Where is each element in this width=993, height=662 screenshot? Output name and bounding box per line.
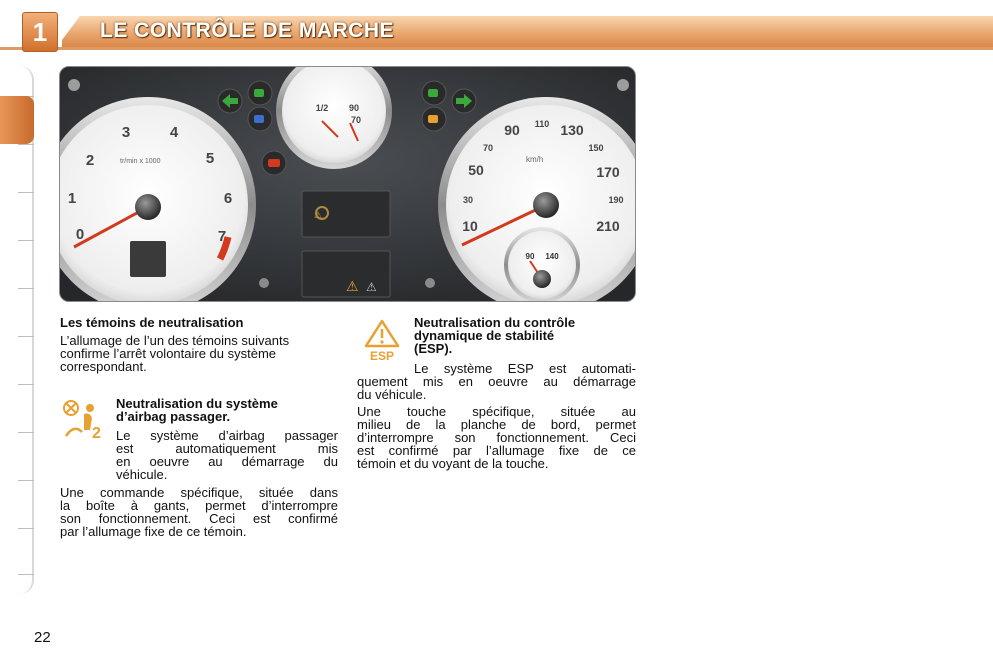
heading-line: d’airbag passager. [116, 409, 231, 424]
tacho-tick-label: 6 [223, 190, 233, 207]
esp-paragraph-full-2 [357, 405, 636, 470]
text-line: la boîte à gants, permet d’interrompre [60, 498, 338, 513]
svg-text:⚠: ⚠ [346, 278, 359, 294]
text-line: son fonctionnement. Ceci est confirmé [60, 511, 338, 526]
text-line: quement mis en oeuvre au démarrage [357, 374, 636, 389]
tacho-tick-label: 7 [217, 228, 227, 245]
esp-icon-label: ESP [369, 349, 395, 362]
tacho-tick-label: 1 [67, 190, 77, 207]
header-rule [0, 47, 993, 50]
fuel-tick-label: 1/2 [315, 103, 329, 113]
text-line: par l’allumage fixe de ce témoin. [60, 524, 247, 539]
chapter-slant [56, 16, 80, 48]
heading-line: Neutralisation du contrôle [414, 315, 576, 330]
page-title: LE CONTRÔLE DE MARCHE [100, 19, 394, 42]
text-line: Le système ESP est automati- [414, 361, 636, 376]
dashboard-illustration [59, 66, 636, 302]
heading-line: Neutralisation du système [116, 396, 278, 411]
esp-warning-icon [360, 318, 404, 362]
airbag-off-icon [60, 398, 106, 440]
tab-divider [18, 528, 34, 529]
text-line: L’allumage de l’un des témoins suivants [60, 333, 290, 348]
airbag-paragraph-full [60, 486, 338, 538]
speedo-unit: km/h [526, 155, 544, 164]
tab-divider [18, 384, 34, 385]
section-heading-esp [414, 316, 636, 355]
text-line: Le système d’airbag passager [116, 428, 338, 443]
speedo-tick-label: 70 [482, 143, 494, 153]
text-line: confirme l’arrêt volontaire du système [60, 346, 277, 361]
active-chapter-tab[interactable] [0, 96, 34, 144]
text-line: véhicule. [116, 467, 168, 482]
tab-divider [18, 432, 34, 433]
tacho-tick-label: 0 [75, 226, 85, 243]
text-line: du véhicule. [357, 387, 427, 402]
fuel-tick-label: 70 [350, 115, 362, 125]
tab-divider [18, 144, 34, 145]
tab-divider [18, 192, 34, 193]
text-line: est confirmé par l’allumage fixe de ce [357, 443, 636, 458]
tacho-unit: tr/min x 1000 [120, 158, 161, 165]
chapter-tab-strip [14, 66, 34, 594]
text-line: Une commande spécifique, située dans [60, 485, 338, 500]
page-number: 22 [34, 629, 51, 646]
heading-line: (ESP). [414, 341, 453, 356]
airbag-paragraph-side [116, 429, 338, 481]
tacho-tick-label: 3 [121, 124, 131, 141]
text-line: en oeuvre au démarrage du [116, 454, 338, 469]
speedo-tick-label: 170 [596, 164, 620, 180]
chapter-number: 1 [32, 16, 48, 47]
chapter-tab[interactable] [22, 12, 58, 52]
tab-divider [18, 240, 34, 241]
tacho-tick-label: 4 [169, 124, 179, 141]
speedo-tick-label: 150 [588, 143, 604, 153]
tacho-tick-label: 5 [205, 150, 215, 167]
tacho-tick-label: 2 [85, 152, 95, 169]
section-heading-airbag [116, 397, 338, 423]
text-line: d’interrompre son fonctionnement. Ceci [357, 430, 636, 445]
text-line: témoin et du voyant de la touche. [357, 456, 549, 471]
tab-divider [18, 288, 34, 289]
neutralisation-paragraph [60, 334, 338, 373]
tab-divider [18, 480, 34, 481]
fuel-tick-label: 90 [348, 103, 360, 113]
svg-text:2: 2 [92, 425, 101, 440]
svg-text:⚠: ⚠ [366, 280, 377, 294]
text-line: est automatiquement mis [116, 441, 338, 456]
text-line: milieu de la planche de bord, permet [357, 417, 636, 432]
heading-line: dynamique de stabilité [414, 328, 555, 343]
speedo-tick-label: 10 [462, 218, 478, 234]
text-line: Une touche spécifique, située au [357, 404, 636, 419]
speedo-tick-label: 50 [468, 162, 484, 178]
esp-paragraph-full-1 [357, 375, 636, 401]
svg-text:⚠: ⚠ [314, 210, 323, 220]
speedo-tick-label: 90 [504, 122, 520, 138]
page-header [0, 10, 993, 54]
speedo-tick-label: 110 [534, 119, 550, 129]
tab-divider [18, 336, 34, 337]
section-heading-neutralisation: Les témoins de neutralisation [60, 315, 244, 330]
text-line: correspondant. [60, 359, 147, 374]
speedo-tick-label: 30 [462, 195, 474, 205]
speedo-tick-label: 190 [608, 195, 624, 205]
speedo-tick-label: 210 [596, 218, 620, 234]
speedo-tick-label: 130 [560, 122, 584, 138]
temp-tick-label: 90 [525, 252, 535, 261]
temp-tick-label: 140 [545, 252, 559, 261]
tab-divider [18, 574, 34, 575]
